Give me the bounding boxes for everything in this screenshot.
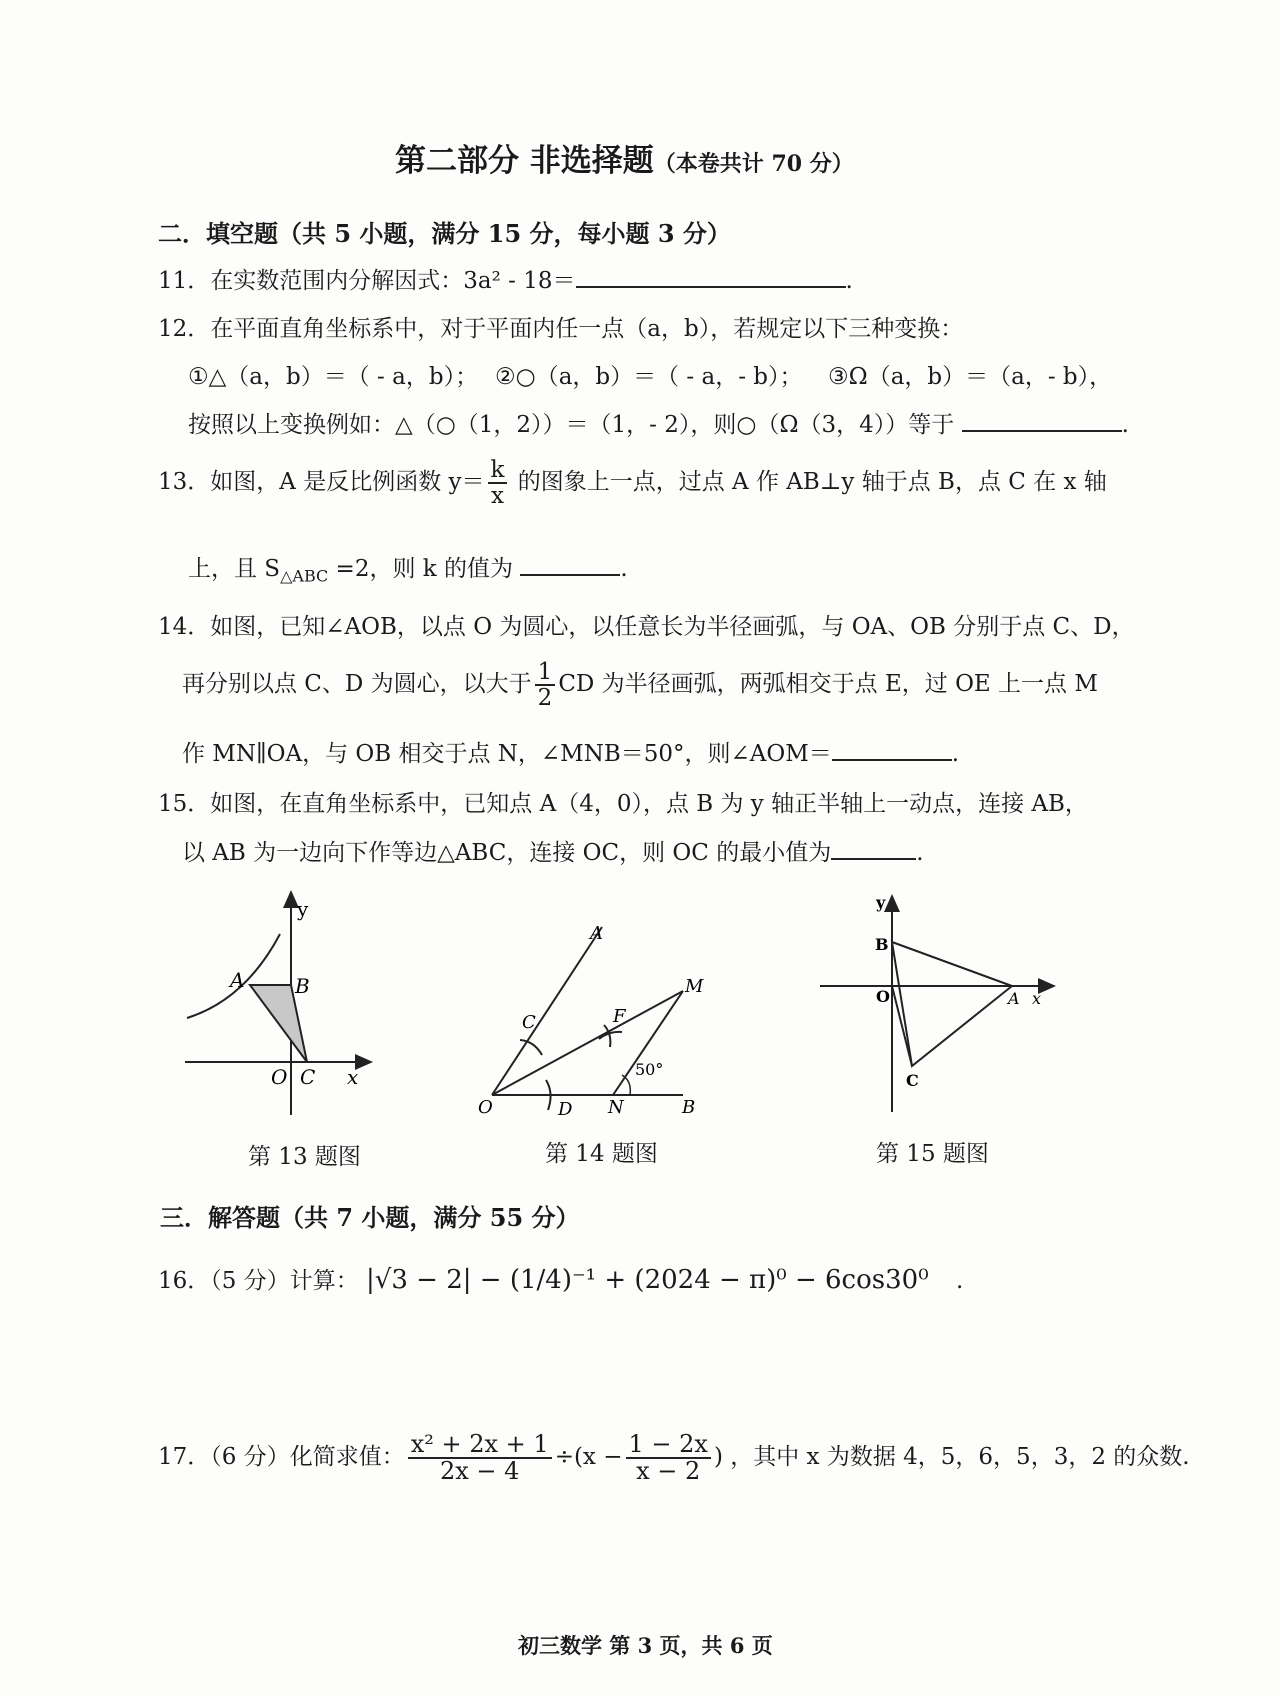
q17-post: ，其中 x 为数据 4，5，6，5，3，2 的众数. (730, 1444, 1190, 1471)
page-title (395, 135, 854, 180)
figure-15-caption: 第 15 题图 (876, 1141, 989, 1167)
q13-frac-num: k (488, 458, 508, 484)
q12-answer-blank[interactable] (962, 408, 1122, 432)
q13-pre: 13．如图，A 是反比例函数 y＝ (158, 469, 485, 496)
q14-end: . (951, 741, 960, 767)
question-12-line2a: ①△（a，b）＝（ - a，b）； (188, 364, 479, 390)
q14-frac-den: 2 (537, 685, 553, 712)
question-14-line1: 14．如图，已知∠AOB，以点 O 为圆心，以任意长为半径画弧，与 OA、OB 分别于点 C、D， (158, 614, 1135, 640)
q17-frac2-num: 1 − 2x (626, 1432, 711, 1459)
question-12-line2b: ②○（a，b）＝（ - a，- b）； (495, 364, 803, 390)
fig13-label-o: O (271, 1065, 288, 1089)
fig13-label-a: A (230, 968, 245, 992)
question-12-line2c: ③Ω（a，b）＝（a，- b）， (828, 364, 1113, 390)
q13-line2-sub: △ABC (280, 566, 329, 586)
q17-mid: ÷(x − (554, 1444, 623, 1471)
fig15-label-a: A (1008, 989, 1020, 1008)
fig15-label-x: x (1032, 989, 1042, 1008)
q14-answer-blank[interactable] (832, 737, 952, 761)
fig14-label-o: O (478, 1097, 493, 1115)
question-14-line3 (182, 735, 959, 768)
fig13-label-x: x (347, 1065, 359, 1089)
question-11 (158, 262, 853, 295)
q17-frac2-den: x − 2 (636, 1457, 701, 1486)
q14-frac-num: 1 (535, 660, 556, 686)
fig14-ray-oa (492, 927, 602, 1095)
fig14-ray-om (492, 991, 683, 1095)
title-note: （本卷共计 70 分） (653, 151, 854, 177)
fig14-label-b: B (682, 1097, 696, 1115)
question-16 (158, 1262, 963, 1295)
question-14-line2 (182, 660, 1098, 710)
fig13-label-b: B (295, 974, 310, 998)
q12-end: . (1121, 412, 1129, 438)
question-12-line1: 12．在平面直角坐标系中，对于平面内任一点（a，b），若规定以下三种变换： (158, 316, 964, 342)
q11-end: . (845, 268, 853, 294)
q15-answer-blank[interactable] (831, 836, 916, 860)
q16-expression: |√3 − 2| − (1/4)⁻¹ + (2024 − π)⁰ − 6cos30⁰ (366, 1265, 929, 1295)
fig15-triangle-abc (892, 942, 1012, 1066)
fig15-label-o: O (876, 987, 890, 1006)
q17-frac1-den: 2x − 4 (439, 1457, 520, 1486)
q17-fraction-2 (626, 1432, 711, 1484)
fig14-label-a: A (590, 923, 603, 944)
fig14-label-n: N (608, 1097, 624, 1115)
page-footer: 初三数学 第 3 页，共 6 页 (518, 1633, 773, 1658)
figure-14-caption: 第 14 题图 (545, 1141, 658, 1167)
title-main: 第二部分 非选择题 (395, 143, 654, 179)
q16-end: . (955, 1268, 964, 1294)
question-17 (158, 1432, 1190, 1484)
q13-end: . (620, 556, 628, 582)
fig15-label-b: B (875, 935, 889, 954)
q15-end: . (916, 840, 924, 866)
q13-post: 的图象上一点，过点 A 作 AB⊥y 轴于点 B，点 C 在 x 轴 (517, 469, 1107, 496)
q14-line2-post: CD 为半径画弧，两弧相交于点 E，过 OE 上一点 M (558, 671, 1098, 698)
fig14-label-d: D (558, 1099, 573, 1115)
fig14-label-angle: 50° (635, 1060, 664, 1079)
q14-line3-text: 作 MN∥OA，与 OB 相交于点 N，∠MNB＝50°，则∠AOM＝ (182, 741, 832, 767)
question-15-line2 (182, 834, 924, 867)
q14-line2-pre: 再分别以点 C、D 为圆心，以大于 (182, 671, 532, 698)
q14-fraction (535, 660, 556, 710)
q17-close: ) (713, 1444, 723, 1471)
q11-text: 11．在实数范围内分解因式：3a² - 18＝ (158, 268, 576, 294)
fig15-label-c: C (906, 1071, 919, 1090)
fig15-label-y: y (876, 893, 886, 912)
section2-heading: 二．填空题（共 5 小题，满分 15 分，每小题 3 分） (158, 219, 731, 248)
q17-fraction-1 (408, 1432, 552, 1484)
q13-answer-blank[interactable] (520, 552, 620, 576)
question-15-line1: 15．如图，在直角坐标系中，已知点 A（4，0），点 B 为 y 轴正半轴上一动点，连接 AB， (158, 791, 1088, 817)
q15-line2-text: 以 AB 为一边向下作等边△ABC，连接 OC，则 OC 的最小值为 (182, 840, 832, 866)
q17-frac1-num: x² + 2x + 1 (408, 1432, 552, 1459)
fig14-label-m: M (685, 976, 704, 997)
fig14-label-c: C (522, 1012, 536, 1033)
q13-fraction (488, 458, 508, 508)
figure-15 (820, 890, 1060, 1120)
fig13-label-y: y (297, 897, 309, 921)
q13-frac-den: x (490, 483, 504, 510)
section3-heading: 三．解答题（共 7 小题，满分 55 分） (160, 1203, 580, 1232)
q16-pre: 16．（5 分）计算： (158, 1268, 359, 1294)
q17-pre: 17．（6 分）化简求值： (158, 1444, 405, 1471)
figure-13-caption: 第 13 题图 (248, 1144, 361, 1170)
figure-13 (175, 890, 375, 1130)
q12-text: 按照以上变换例如：△（○（1，2））＝（1，- 2），则○（Ω（3，4））等于 (188, 412, 955, 438)
figure-14 (470, 915, 710, 1115)
question-13-line1 (158, 458, 1107, 508)
fig13-label-c: C (300, 1065, 316, 1089)
question-13-line2 (188, 550, 628, 586)
q13-line2-pre: 上，且 S (188, 556, 281, 582)
q13-line2-post: =2，则 k 的值为 (335, 556, 514, 582)
question-12-line3 (188, 406, 1129, 439)
q11-answer-blank[interactable] (576, 264, 846, 288)
fig14-label-f: F (613, 1006, 626, 1027)
